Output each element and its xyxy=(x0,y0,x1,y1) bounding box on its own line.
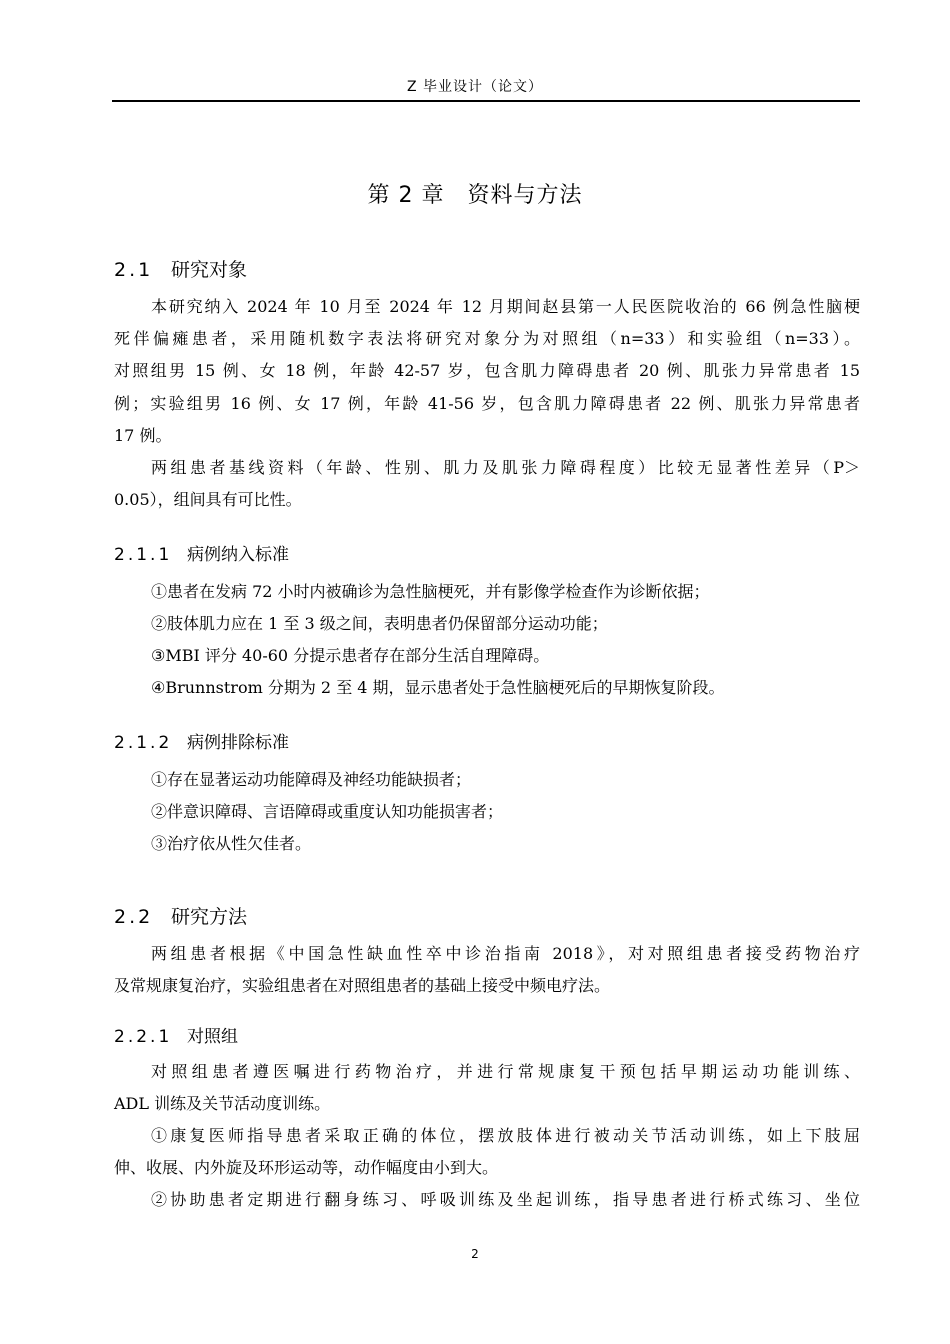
paragraph-line: ①康复医师指导患者采取正确的体位，摆放肢体进行被动关节活动训练，如上下肢屈 xyxy=(151,1126,860,1145)
paragraph-line: 死伴偏瘫患者，采用随机数字表法将研究对象分为对照组（n=33）和实验组（n=33）。 xyxy=(114,329,860,348)
page-number: 2 xyxy=(471,1247,479,1261)
paragraph-line: 伸、收展、内外旋及环形运动等，动作幅度由小到大。 xyxy=(114,1158,499,1177)
list-item: ①存在显著运动功能障碍及神经功能缺损者； xyxy=(151,770,472,789)
section-number: 2.1.1 xyxy=(114,545,173,565)
section-title: 病例纳入标准 xyxy=(187,545,289,565)
section-title: 研究方法 xyxy=(171,906,248,928)
list-item: ①患者在发病 72 小时内被确诊为急性脑梗死，并有影像学检查作为诊断依据； xyxy=(151,582,710,601)
running-header: Z 毕业设计（论文） xyxy=(406,79,544,95)
paragraph-line: 17 例。 xyxy=(114,426,172,445)
chapter-title: 第 2 章 资料与方法 xyxy=(367,183,583,208)
paragraph-line: 两组患者基线资料（年龄、性别、肌力及肌张力障碍程度）比较无显著性差异（P＞ xyxy=(151,458,860,477)
list-item: ③MBI 评分 40-60 分提示患者存在部分生活自理障碍。 xyxy=(151,646,550,665)
paragraph-line: ②协助患者定期进行翻身练习、呼吸训练及坐起训练，指导患者进行桥式练习、坐位 xyxy=(151,1190,860,1209)
section-title: 病例排除标准 xyxy=(187,733,289,753)
list-item: ②肢体肌力应在 1 至 3 级之间，表明患者仍保留部分运动功能； xyxy=(151,614,608,633)
section-number: 2.1.2 xyxy=(114,733,173,753)
section-heading-2-2 xyxy=(114,902,247,929)
header-rule xyxy=(112,100,860,102)
list-item: ②伴意识障碍、言语障碍或重度认知功能损害者； xyxy=(151,802,504,821)
paragraph-line: 0.05），组间具有可比性。 xyxy=(114,490,302,509)
paragraph-line: 两组患者根据《中国急性缺血性卒中诊治指南 2018》，对对照组患者接受药物治疗 xyxy=(151,944,860,963)
paragraph-line: 对照组患者遵医嘱进行药物治疗，并进行常规康复干预包括早期运动功能训练、 xyxy=(151,1062,860,1081)
section-heading-2-1-2 xyxy=(114,728,289,753)
paragraph-line: ADL 训练及关节活动度训练。 xyxy=(114,1094,331,1113)
paragraph-line: 例；实验组男 16 例、女 17 例，年龄 41-56 岁，包含肌力障碍患者 22 例、肌张力异常患者 xyxy=(114,394,860,413)
section-number: 2.2.1 xyxy=(114,1027,173,1047)
section-heading-2-1-1 xyxy=(114,540,289,565)
paragraph-line: 对照组男 15 例、女 18 例，年龄 42-57 岁，包含肌力障碍患者 20 例、肌张力异常患者 15 xyxy=(114,361,860,380)
section-number: 2.1 xyxy=(114,259,154,281)
section-title: 对照组 xyxy=(187,1027,238,1047)
list-item: ④Brunnstrom 分期为 2 至 4 期，显示患者处于急性脑梗死后的早期恢复阶段。 xyxy=(151,678,725,697)
section-title: 研究对象 xyxy=(171,259,248,281)
section-number: 2.2 xyxy=(114,906,154,928)
list-item: ③治疗依从性欠佳者。 xyxy=(151,834,312,853)
paragraph-line: 及常规康复治疗，实验组患者在对照组患者的基础上接受中频电疗法。 xyxy=(114,976,611,995)
section-heading-2-1 xyxy=(114,255,247,282)
section-heading-2-2-1 xyxy=(114,1022,238,1047)
paragraph-line: 本研究纳入 2024 年 10 月至 2024 年 12 月期间赵县第一人民医院收治的 66 例急性脑梗 xyxy=(151,297,860,316)
